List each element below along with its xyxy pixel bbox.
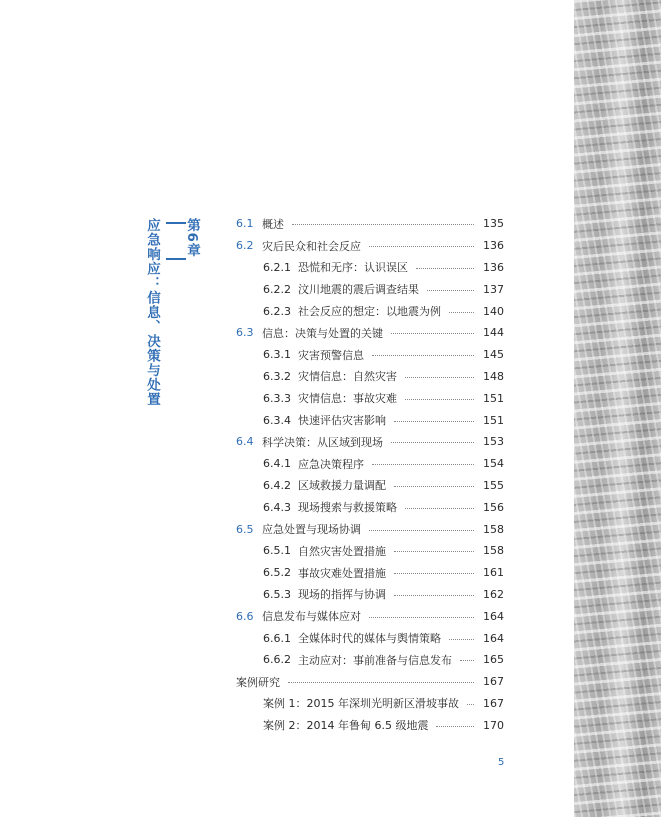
- toc-entry-title: 案例 1：2015 年深圳光明新区滑坡事故: [263, 697, 459, 711]
- toc-entry-title: 案例 2：2014 年鲁甸 6.5 级地震: [263, 719, 429, 733]
- toc-entry-title: 应急处置与现场协调: [262, 523, 361, 537]
- toc-entry-number: 6.2: [236, 239, 254, 253]
- toc-leader-dots: [416, 268, 474, 269]
- toc-leader-dots: [369, 530, 474, 531]
- toc-entry[interactable]: [236, 671, 504, 693]
- toc-entry-number: 6.5: [236, 522, 254, 536]
- toc-entry-number: 6.3.3: [263, 391, 291, 405]
- toc-leader-dots: [405, 508, 474, 509]
- toc-leader-dots: [372, 464, 474, 465]
- toc-entry-page: 167: [483, 696, 504, 710]
- toc-leader-dots: [391, 333, 474, 334]
- toc-entry-title: 灾情信息：事故灾难: [298, 392, 397, 406]
- toc-entry[interactable]: [236, 518, 504, 540]
- toc-entry-number: 6.6: [236, 609, 254, 623]
- toc-entry[interactable]: [236, 584, 504, 606]
- toc-entry[interactable]: [236, 627, 504, 649]
- toc-entry-page: 148: [483, 369, 504, 383]
- toc-leader-dots: [292, 224, 474, 225]
- toc-entry-title: 灾后民众和社会反应: [262, 239, 361, 253]
- toc-entry-title: 快速评估灾害影响: [298, 414, 386, 428]
- toc-leader-dots: [394, 421, 474, 422]
- toc-leader-dots: [427, 290, 474, 291]
- toc-entry-page: 164: [483, 609, 504, 623]
- toc-entry-page: 151: [483, 391, 504, 405]
- toc-entry[interactable]: [236, 540, 504, 562]
- toc-entry-title: 案例研究: [236, 675, 280, 689]
- toc-entry-page: 145: [483, 348, 504, 362]
- toc-entry-page: 162: [483, 587, 504, 601]
- toc-entry-page: 170: [483, 718, 504, 732]
- toc-entry-number: 6.4.3: [263, 500, 291, 514]
- toc-entry-title: 恐慌和无序：认识误区: [298, 261, 408, 275]
- toc-entry-number: 6.5.3: [263, 587, 291, 601]
- toc-leader-dots: [369, 617, 474, 618]
- toc-entry[interactable]: [236, 278, 504, 300]
- toc-entry-number: 6.6.1: [263, 631, 291, 645]
- toc-leader-dots: [394, 573, 474, 574]
- decorative-photo-strip: [574, 0, 661, 817]
- toc-entry-title: 现场搜索与救援策略: [298, 501, 397, 515]
- toc-entry-page: 137: [483, 282, 504, 296]
- toc-entry-page: 154: [483, 457, 504, 471]
- toc-entry-title: 自然灾害处置措施: [298, 544, 386, 558]
- toc-leader-dots: [405, 399, 474, 400]
- toc-entry-number: 6.6.2: [263, 653, 291, 667]
- title-rule-bottom: [166, 258, 186, 260]
- page-number: 5: [498, 757, 505, 768]
- toc-entry-title: 信息发布与媒体应对: [262, 610, 361, 624]
- toc-entry-number: 6.3.1: [263, 348, 291, 362]
- toc-entry-page: 144: [483, 326, 504, 340]
- chapter-label: 第6章: [184, 218, 200, 258]
- toc-entry-number: 6.2.2: [263, 282, 291, 296]
- toc-entry[interactable]: [236, 649, 504, 671]
- toc-leader-dots: [449, 312, 474, 313]
- toc-entry-number: 6.2.3: [263, 304, 291, 318]
- toc-entry[interactable]: [236, 322, 504, 344]
- toc-entry-number: 6.3.4: [263, 413, 291, 427]
- toc-entry-title: 灾情信息：自然灾害: [298, 370, 397, 384]
- toc-entry[interactable]: [236, 431, 504, 453]
- toc-entry[interactable]: [236, 235, 504, 257]
- toc-entry-page: 158: [483, 522, 504, 536]
- toc-entry-title: 应急决策程序: [298, 457, 364, 471]
- toc-entry-number: 6.4: [236, 435, 254, 449]
- toc-entry[interactable]: [236, 366, 504, 388]
- toc-entry[interactable]: [236, 605, 504, 627]
- toc-entry-number: 6.3.2: [263, 369, 291, 383]
- toc-entry[interactable]: [236, 344, 504, 366]
- toc-entry[interactable]: [236, 300, 504, 322]
- toc-entry-title: 灾害预警信息: [298, 348, 364, 362]
- toc-leader-dots: [436, 726, 474, 727]
- toc-entry-title: 主动应对：事前准备与信息发布: [298, 653, 452, 667]
- toc-entry-page: 165: [483, 653, 504, 667]
- toc-entry-title: 概述: [262, 217, 284, 231]
- toc-leader-dots: [460, 660, 474, 661]
- toc-entry-page: 164: [483, 631, 504, 645]
- table-of-contents: [236, 213, 504, 736]
- toc-entry-page: 136: [483, 239, 504, 253]
- toc-leader-dots: [394, 551, 474, 552]
- toc-entry-title: 全媒体时代的媒体与舆情策略: [298, 632, 441, 646]
- toc-entry-title: 汶川地震的震后调查结果: [298, 283, 419, 297]
- toc-entry-number: 6.5.2: [263, 566, 291, 580]
- toc-leader-dots: [467, 704, 474, 705]
- chapter-title: 应急响应：信息、决策与处置: [144, 218, 160, 407]
- toc-leader-dots: [449, 639, 474, 640]
- toc-leader-dots: [372, 355, 474, 356]
- toc-leader-dots: [288, 682, 474, 683]
- toc-entry-number: 6.4.1: [263, 457, 291, 471]
- toc-entry[interactable]: [236, 453, 504, 475]
- toc-entry-page: 151: [483, 413, 504, 427]
- toc-entry-page: 135: [483, 217, 504, 231]
- toc-entry[interactable]: [236, 714, 504, 736]
- toc-entry-page: 156: [483, 500, 504, 514]
- toc-entry-title: 事故灾难处置措施: [298, 566, 386, 580]
- toc-entry[interactable]: [236, 409, 504, 431]
- toc-entry-number: 6.1: [236, 217, 254, 231]
- toc-entry[interactable]: [236, 257, 504, 279]
- toc-leader-dots: [394, 486, 474, 487]
- toc-entry-title: 科学决策：从区域到现场: [262, 435, 383, 449]
- toc-leader-dots: [369, 246, 474, 247]
- toc-entry[interactable]: [236, 496, 504, 518]
- toc-entry-page: 140: [483, 304, 504, 318]
- toc-entry-title: 社会反应的想定：以地震为例: [298, 305, 441, 319]
- toc-entry[interactable]: [236, 562, 504, 584]
- toc-entry-page: 161: [483, 566, 504, 580]
- toc-entry-title: 信息：决策与处置的关键: [262, 326, 383, 340]
- toc-leader-dots: [391, 442, 474, 443]
- toc-entry[interactable]: [236, 387, 504, 409]
- toc-entry-number: 6.3: [236, 326, 254, 340]
- toc-entry-page: 167: [483, 675, 504, 689]
- toc-entry-number: 6.5.1: [263, 544, 291, 558]
- toc-entry[interactable]: [236, 475, 504, 497]
- toc-leader-dots: [405, 377, 474, 378]
- toc-leader-dots: [394, 595, 474, 596]
- toc-entry-page: 136: [483, 260, 504, 274]
- toc-entry-page: 158: [483, 544, 504, 558]
- toc-entry[interactable]: [236, 213, 504, 235]
- toc-entry-page: 155: [483, 478, 504, 492]
- toc-entry-title: 现场的指挥与协调: [298, 588, 386, 602]
- toc-entry-number: 6.4.2: [263, 478, 291, 492]
- toc-entry-number: 6.2.1: [263, 260, 291, 274]
- toc-entry-page: 153: [483, 435, 504, 449]
- toc-entry[interactable]: [236, 693, 504, 715]
- toc-entry-title: 区域救援力量调配: [298, 479, 386, 493]
